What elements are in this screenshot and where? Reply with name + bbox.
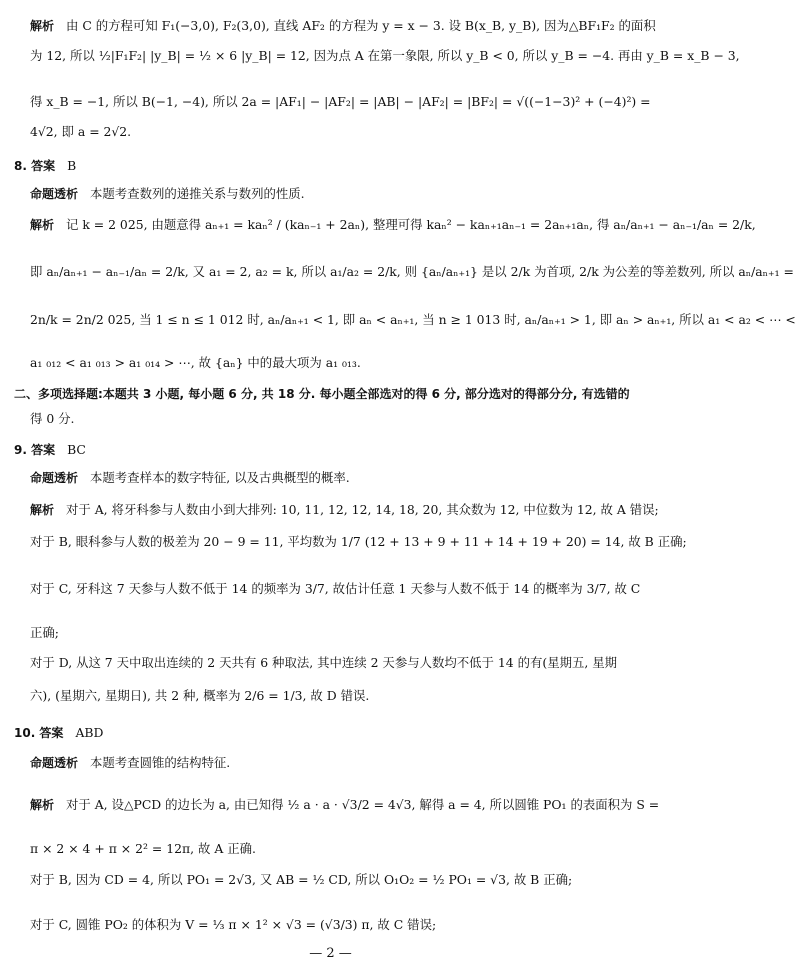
line-text: BC (67, 442, 86, 457)
line-text: 对于 B, 因为 CD = 4, 所以 PO₁ = 2√3, 又 AB = ½ CD, 所以 O₁O₂ = ½ PO₁ = √3, 故 B 正确; (30, 872, 573, 887)
line-text: 六), (星期六, 星期日), 共 2 种, 概率为 2/6 = 1/3, 故 D 错误. (30, 688, 370, 703)
text-line (0, 725, 661, 741)
text-line (0, 124, 661, 140)
line-text: 对于 C, 圆锥 PO₂ 的体积为 V = ⅓ π × 1² × √3 = (√3/3) π, 故 C 错误; (30, 917, 437, 932)
line-text: 本题考查数列的递推关系与数列的性质. (90, 186, 305, 201)
page-number: — 2 — (309, 946, 352, 961)
text-line (0, 48, 740, 64)
line-text: 对于 A, 设△PCD 的边长为 a, 由已知得 ½ a · a · √3/2 = 4√3, 解得 a = 4, 所以圆锥 PO₁ 的表面积为 S = (66, 797, 660, 812)
line-text: B (67, 158, 77, 173)
text-line (0, 755, 661, 771)
line-tag: 解析 (30, 218, 55, 232)
line-text: a₁ ₀₁₂ < a₁ ₀₁₃ > a₁ ₀₁₄ > ⋯, 故 {aₙ} 中的最大项为 a₁ ₀₁₃. (30, 355, 361, 370)
text-line (0, 534, 687, 550)
line-text: 本题考查圆锥的结构特征. (90, 755, 231, 770)
text-line (0, 625, 661, 641)
line-text: 得 x_B = −1, 所以 B(−1, −4), 所以 2a = |AF₁| − |AF₂| = |AB| − |AF₂| = |BF₂| = √((−1−3)² + (−4)²) = (30, 94, 651, 109)
line-text: 正确; (30, 625, 59, 640)
line-text: 本题考查样本的数字特征, 以及古典概型的概率. (90, 470, 350, 485)
text-line (0, 411, 661, 427)
text-line (0, 502, 661, 518)
line-text: 记 k = 2 025, 由题意得 aₙ₊₁ = kaₙ² / (kaₙ₋₁ + 2aₙ), 整理可得 kaₙ² − kaₙ₊₁aₙ₋₁ = 2aₙ₊₁aₙ, 得 aₙ/aₙ₊₁ − aₙ₋₁/aₙ = 2/k, (66, 217, 756, 232)
line-text: 4√2, 即 a = 2√2. (30, 124, 132, 139)
line-tag: 解析 (30, 798, 55, 812)
text-line (0, 217, 756, 233)
line-tag: 解析 (30, 503, 55, 517)
text-line (0, 872, 661, 888)
text-line (0, 917, 661, 933)
line-tag: 10. 答案 (14, 726, 64, 740)
line-text: 2n/k = 2n/2 025, 当 1 ≤ n ≤ 1 012 时, aₙ/aₙ₊₁ < 1, 即 aₙ < aₙ₊₁, 当 n ≥ 1 013 时, aₙ/aₙ₊₁ > 1, 即 aₙ > aₙ₊₁, 所以 a₁ < a₂ < ⋯ < (30, 312, 796, 327)
text-line (0, 355, 661, 371)
line-tag: 解析 (30, 19, 55, 33)
line-tag: 命题透析 (30, 471, 79, 485)
line-tag: 命题透析 (30, 187, 79, 201)
text-line (0, 312, 796, 328)
line-text: 得 0 分. (30, 411, 75, 426)
text-line (0, 655, 661, 671)
text-line (0, 442, 661, 458)
text-line (0, 470, 661, 486)
line-text: 对于 C, 牙科这 7 天参与人数不低于 14 的频率为 3/7, 故估计任意 1 天参与人数不低于 14 的概率为 3/7, 故 C (30, 581, 641, 596)
line-text: ABD (75, 725, 104, 740)
text-line (0, 797, 661, 813)
text-line (0, 18, 661, 34)
text-line (0, 158, 661, 174)
line-text: 即 aₙ/aₙ₊₁ − aₙ₋₁/aₙ = 2/k, 又 a₁ = 2, a₂ = k, 所以 a₁/a₂ = 2/k, 则 {aₙ/aₙ₊₁} 是以 2/k 为首项, 2/k 为公差的等差数列, 所以 aₙ/aₙ₊₁ = (30, 264, 794, 279)
line-text: 为 12, 所以 ½|F₁F₂| |y_B| = ½ × 6 |y_B| = 12, 因为点 A 在第一象限, 所以 y_B < 0, 所以 y_B = −4. 再由 y_B = x_B − 3, (30, 48, 740, 63)
line-text: 对于 B, 眼科参与人数的极差为 20 − 9 = 11, 平均数为 1/7 (12 + 13 + 9 + 11 + 14 + 19 + 20) = 14, 故 B 正确; (30, 534, 687, 549)
text-line (0, 264, 794, 280)
line-text: 对于 D, 从这 7 天中取出连续的 2 天共有 6 种取法, 其中连续 2 天参与人数均不低于 14 的有(星期五, 星期 (30, 655, 618, 670)
line-tag: 8. 答案 (14, 159, 56, 173)
text-line (0, 94, 661, 110)
text-line (0, 841, 661, 857)
line-tag: 9. 答案 (14, 443, 56, 457)
line-text: 二、多项选择题:本题共 3 小题, 每小题 6 分, 共 18 分. 每小题全部选对的得 6 分, 部分选对的得部分分, 有选错的 (14, 387, 630, 401)
line-tag: 命题透析 (30, 756, 79, 770)
text-line (0, 688, 661, 704)
text-line (0, 186, 661, 202)
line-text: 对于 A, 将牙科参与人数由小到大排列: 10, 11, 12, 12, 14, 18, 20, 其众数为 12, 中位数为 12, 故 A 错误; (66, 502, 659, 517)
line-text: π × 2 × 4 + π × 2² = 12π, 故 A 正确. (30, 841, 256, 856)
text-line (0, 581, 661, 597)
line-text: 由 C 的方程可知 F₁(−3,0), F₂(3,0), 直线 AF₂ 的方程为 y = x − 3. 设 B(x_B, y_B), 因为△BF₁F₂ 的面积 (66, 18, 656, 33)
text-line (0, 386, 661, 402)
